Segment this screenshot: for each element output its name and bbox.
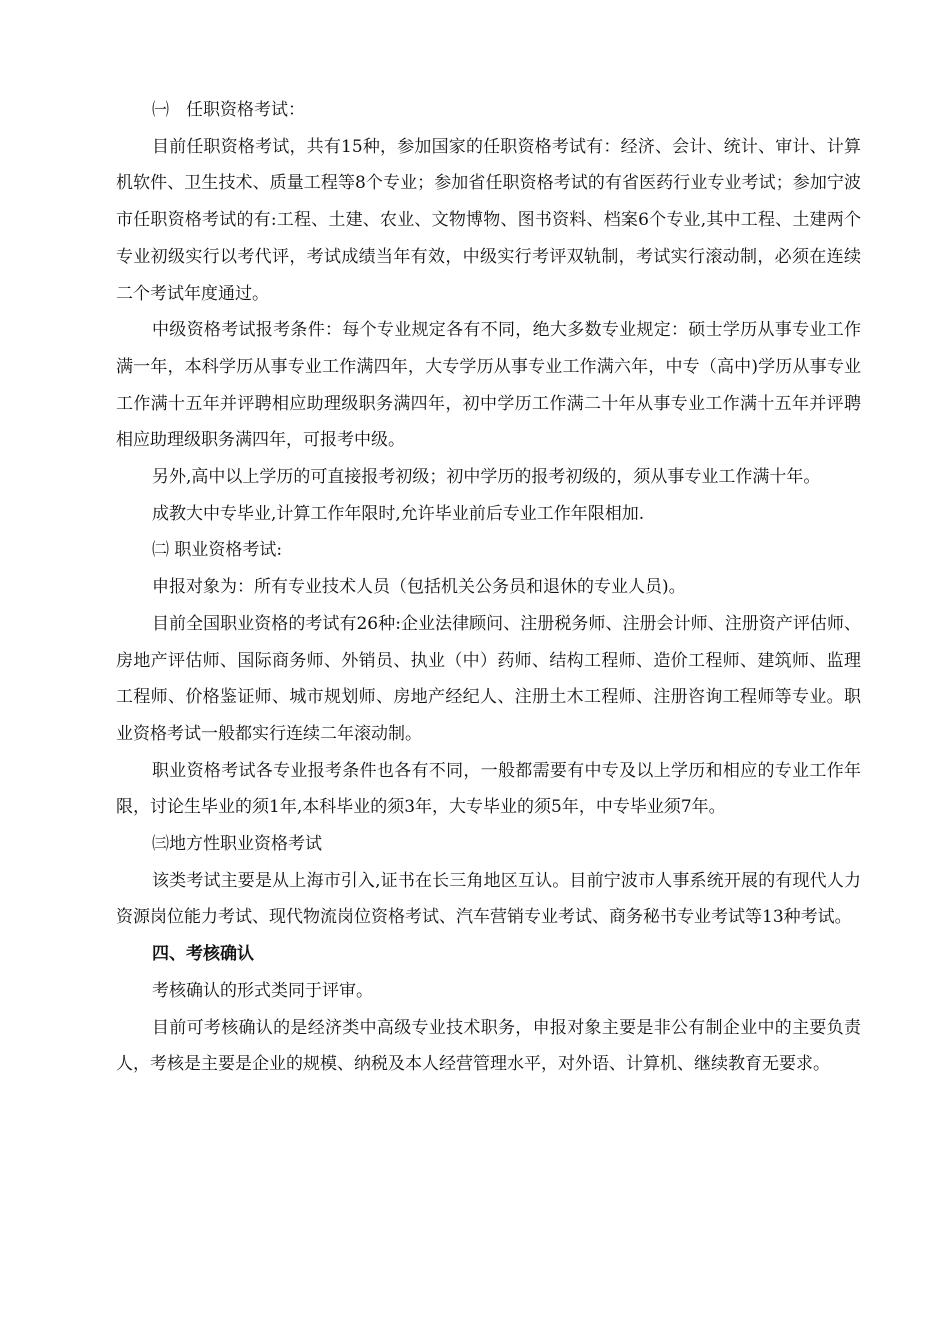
paragraph-assessment-scope: 目前可考核确认的是经济类中高级专业技术职务，申报对象主要是非公有制企业中的主要负责人，考核是主要是企业的规模、纳税及本人经营管理水平，对外语、计算机、继续教育无要求。 [116, 1017, 861, 1075]
paragraph-vocational-applicants: 申报对象为：所有专业技术人员（包括机关公务员和退休的专业人员)。 [152, 577, 686, 598]
paragraph-adult-education-note: 成教大中专毕业,计算工作年限时,允许毕业前后专业工作年限相加. [152, 503, 645, 524]
section-heading-assessment-confirmation: 四、考核确认 [152, 944, 254, 965]
paragraph-vocational-exam-list: 目前全国职业资格的考试有26种:企业法律顾问、注册税务师、注册会计师、注册资产评估师、房地产评估师、国际商务师、外销员、执业（中）药师、结构工程师、造价工程师、建筑师、监理工程师、价格鉴证师、城市规划师、房地产经纪人、注册土木工程师、注册咨询工程师等专业。职业资格考试一般都实行连续二年滚动制。 [116, 613, 861, 744]
section-heading-vocational-qualification-exam: ㈡ 职业资格考试: [152, 540, 283, 561]
paragraph-junior-exam-requirements: 另外,高中以上学历的可直接报考初级；初中学历的报考初级的，须从事专业工作满十年。 [152, 467, 821, 488]
paragraph-local-exam-overview: 该类考试主要是从上海市引入,证书在长三角地区互认。目前宁波市人事系统开展的有现代人力资源岗位能力考试、现代物流岗位资格考试、汽车营销专业考试、商务秘书专业考试等13种考试。 [116, 870, 861, 928]
section-heading-job-qualification-exam: ㈠ 任职资格考试： [152, 100, 305, 120]
document-page [116, 92, 861, 1083]
paragraph-vocational-exam-requirements: 职业资格考试各专业报考条件也各有不同，一般都需要有中专及以上学历和相应的专业工作年限，讨论生毕业的须1年,本科毕业的须3年，大专毕业的须5年，中专毕业须7年。 [116, 760, 861, 818]
paragraph-intermediate-exam-requirements: 中级资格考试报考条件：每个专业规定各有不同，绝大多数专业规定：硕士学历从事专业工作满一年，本科学历从事专业工作满四年，大专学历从事专业工作满六年，中专（高中)学历从事专业工作满十五年并评聘相应助理级职务满四年，初中学历工作满二十年从事专业工作满十五年并评聘相应助理级职务满四年，可报考中级。 [116, 320, 861, 451]
paragraph-assessment-form: 考核确认的形式类同于评审。 [152, 980, 373, 1001]
paragraph-job-qualification-overview: 目前任职资格考试，共有15种，参加国家的任职资格考试有：经济、会计、统计、审计、计算机软件、卫生技术、质量工程等8个专业；参加省任职资格考试的有省医药行业专业考试；参加宁波市任职资格考试的有:工程、土建、农业、文物博物、图书资料、档案6个专业,其中工程、土建两个专业初级实行以考代评，考试成绩当年有效，中级实行考评双轨制，考试实行滚动制，必须在连续二个考试年度通过。 [116, 136, 861, 304]
section-heading-local-qualification-exam: ㈢地方性职业资格考试 [152, 834, 322, 855]
